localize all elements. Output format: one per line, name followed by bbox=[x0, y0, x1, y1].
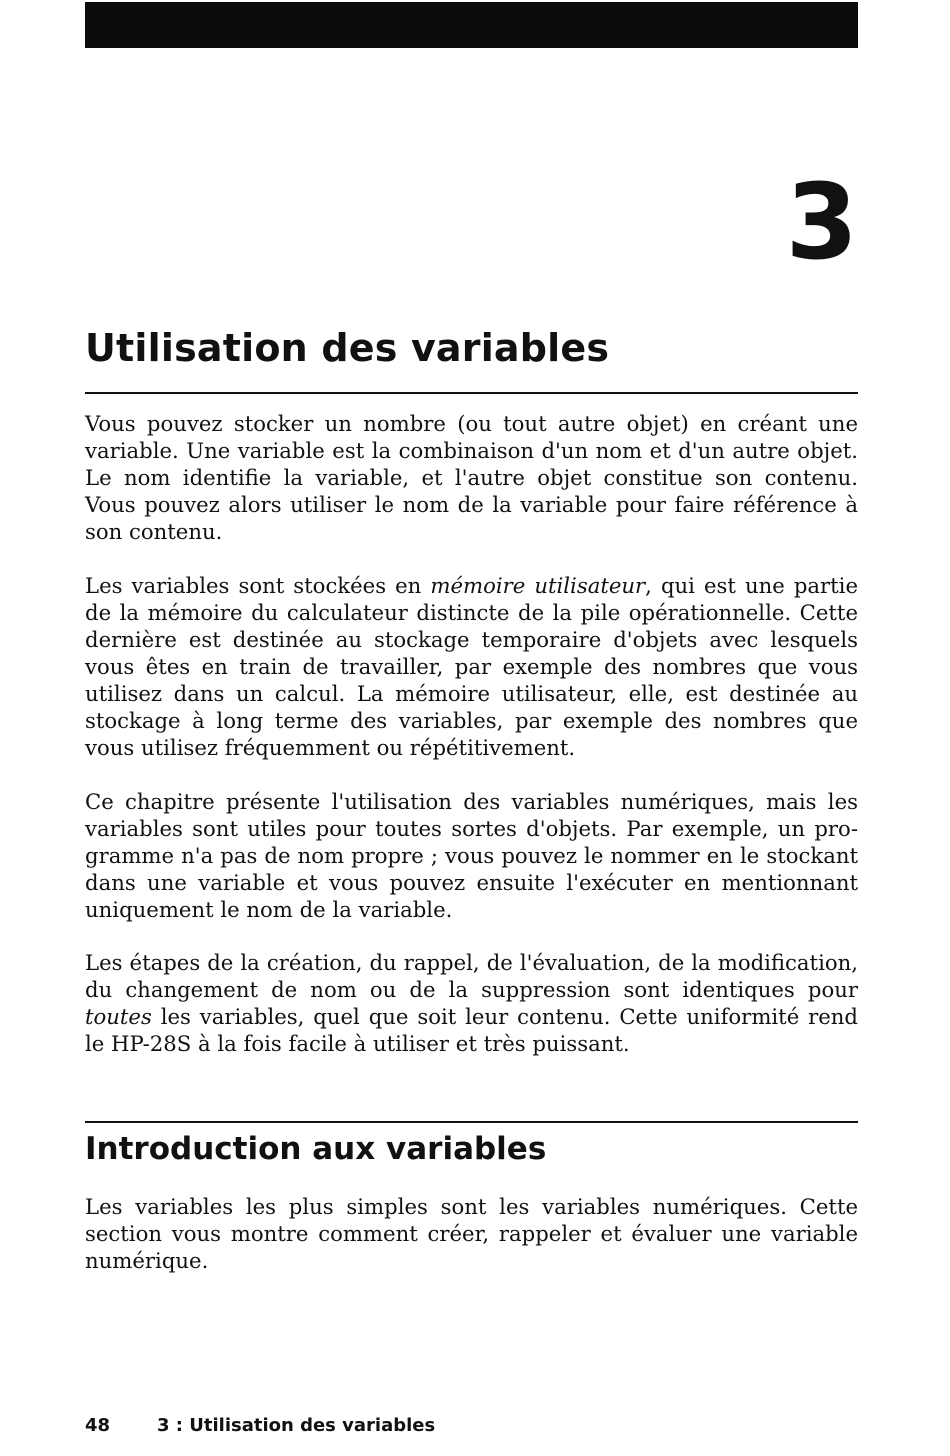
chapter-number: 3 bbox=[785, 161, 858, 283]
paragraph-text: Les étapes de la création, du rappel, de l'évaluation, de la modification, du changement de nom ou de la suppression sont identiques pour bbox=[85, 950, 858, 1002]
paragraph-text: , qui est une partie de la mémoire du calculateur distincte de la pile opérationnelle. Cette dernière est destinée au stockage temporaire d'objets avec lesquels vous êtes en train de travailler, par exemple des nombres que vous utilisez dans un calcul. La mémoire utilisateur, elle, est destinée au stockage à long terme des variables, par exemple des nombres que vous utilisez fréquemment ou répétitivement. bbox=[85, 573, 858, 760]
paragraph-numeric-variables: Ce chapitre présente l'utilisation des variables numériques, mais les variables sont utiles pour toutes sortes d'objets. Par exemple, un programme n'a pas de nom propre ; vous pouvez le nommer en le stockant dans une variable et vous pouvez ensuite l'exécuter en mentionnant uniquement le nom de la variable. bbox=[85, 789, 858, 922]
chapter-title: Utilisation des variables bbox=[85, 326, 610, 370]
paragraph-text: Les variables sont stockées en bbox=[85, 573, 431, 598]
emphasis-term: toutes bbox=[85, 1004, 152, 1029]
page-number: 48 bbox=[85, 1415, 111, 1436]
chapter-header-bar bbox=[85, 2, 858, 48]
emphasis-term: mémoire utilisateur bbox=[430, 573, 646, 598]
paragraph-uniformity bbox=[85, 949, 858, 1057]
section-title: Introduction aux variables bbox=[85, 1131, 547, 1167]
running-title: 3 : Utilisation des variables bbox=[157, 1415, 436, 1436]
paragraph-section-intro: Les variables les plus simples sont les variables numériques. Cette section vous montre comment créer, rappeler et évaluer une variable numérique. bbox=[85, 1194, 858, 1273]
paragraph-intro: Vous pouvez stocker un nombre (ou tout autre objet) en créant une variable. Une variable est la combinaison d'un nom et d'un autre objet. Le nom identifie la variable, et l'autre objet constitue son contenu. Vous pouvez alors utiliser le nom de la variable pour faire référence à son contenu. bbox=[85, 411, 858, 544]
section-rule bbox=[85, 1121, 858, 1123]
page-footer bbox=[85, 1415, 435, 1437]
title-rule bbox=[85, 392, 858, 394]
paragraph-user-memory bbox=[85, 572, 858, 761]
paragraph-text: les variables, quel que soit leur contenu. Cette uniformité rend le HP-28S à la fois facile à utiliser et très puissant. bbox=[85, 1004, 858, 1056]
